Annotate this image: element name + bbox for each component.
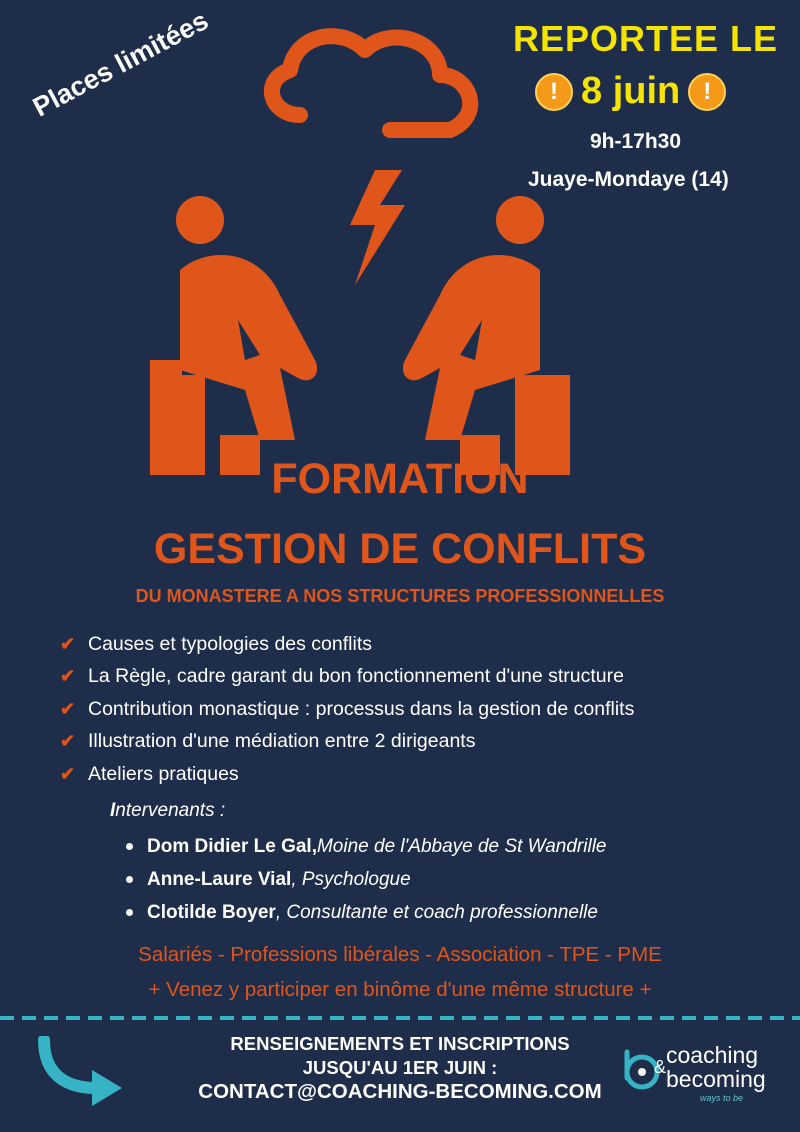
topics-list [60, 628, 634, 791]
dashed-divider [0, 1015, 800, 1021]
binome-line: + Venez y participer en binôme d'une même structure + [148, 978, 652, 1001]
title-formation: FORMATION [271, 455, 529, 503]
bullet-icon [126, 876, 133, 883]
warning-icon: ! [535, 73, 573, 111]
logo-word-coaching: coaching [666, 1042, 759, 1068]
right-figure-head [496, 196, 544, 244]
event-location: Juaye-Mondaye (14) [528, 168, 729, 191]
topic-item: ✔ Illustration d'une médiation entre 2 dirigeants [60, 730, 476, 753]
new-date: 8 juin [581, 70, 681, 112]
contact-deadline: JUSQU'AU 1ER JUIN : [302, 1057, 498, 1078]
topic-item: ✔ Ateliers pratiques [60, 762, 239, 785]
new-date-line [535, 70, 726, 113]
warning-icon: ! [688, 73, 726, 111]
places-limited-label: Places limitées [28, 5, 214, 123]
event-hours: 9h-17h30 [590, 130, 682, 153]
conflict-illustration [140, 20, 580, 520]
subtitle: DU MONASTERE A NOS STRUCTURES PROFESSIONNELLES [135, 586, 665, 606]
speaker-role: , Psychologue [291, 868, 411, 890]
speaker-role: , Consultante et coach professionnelle [275, 901, 598, 923]
speaker-name: Dom Didier Le Gal, [147, 835, 317, 857]
audience-line: Salariés - Professions libérales - Association - TPE - PME [138, 943, 662, 966]
check-icon: ✔ [60, 698, 76, 719]
speaker-role: Moine de l'Abbaye de St Wandrille [316, 835, 607, 857]
left-figure-head [176, 196, 224, 244]
bullet-icon [126, 843, 133, 850]
topic-item: ✔ Causes et typologies des conflits [60, 632, 372, 655]
speakers-heading: Intervenants : [110, 800, 226, 821]
topic-item: ✔ La Règle, cadre garant du bon fonctionnement d'une structure [60, 665, 624, 688]
speaker-item [126, 830, 606, 863]
postponed-label: REPORTEE LE [512, 18, 778, 59]
contact-email-link[interactable]: CONTACT@COACHING-BECOMING.COM [198, 1080, 602, 1103]
lightning-bolt [350, 170, 405, 285]
contact-heading: RENSEIGNEMENTS ET INSCRIPTIONS [230, 1033, 570, 1054]
logo-word-becoming: becoming [666, 1066, 766, 1092]
cloud-outline [272, 36, 470, 130]
check-icon: ✔ [60, 763, 76, 784]
speakers-list [126, 830, 606, 929]
bullet-icon [126, 909, 133, 916]
logo-ampersand: & [654, 1057, 667, 1077]
logo-tagline: ways to be [700, 1093, 744, 1103]
check-icon: ✔ [60, 731, 76, 752]
speaker-name: Anne-Laure Vial [147, 868, 292, 890]
topic-item: ✔ Contribution monastique : processus dans la gestion de conflits [60, 697, 635, 720]
check-icon: ✔ [60, 666, 76, 687]
speaker-item [126, 896, 606, 929]
speaker-name: Clotilde Boyer [147, 901, 276, 923]
title-main: GESTION DE CONFLITS [153, 525, 647, 573]
check-icon: ✔ [60, 633, 76, 654]
speaker-item [126, 863, 606, 896]
